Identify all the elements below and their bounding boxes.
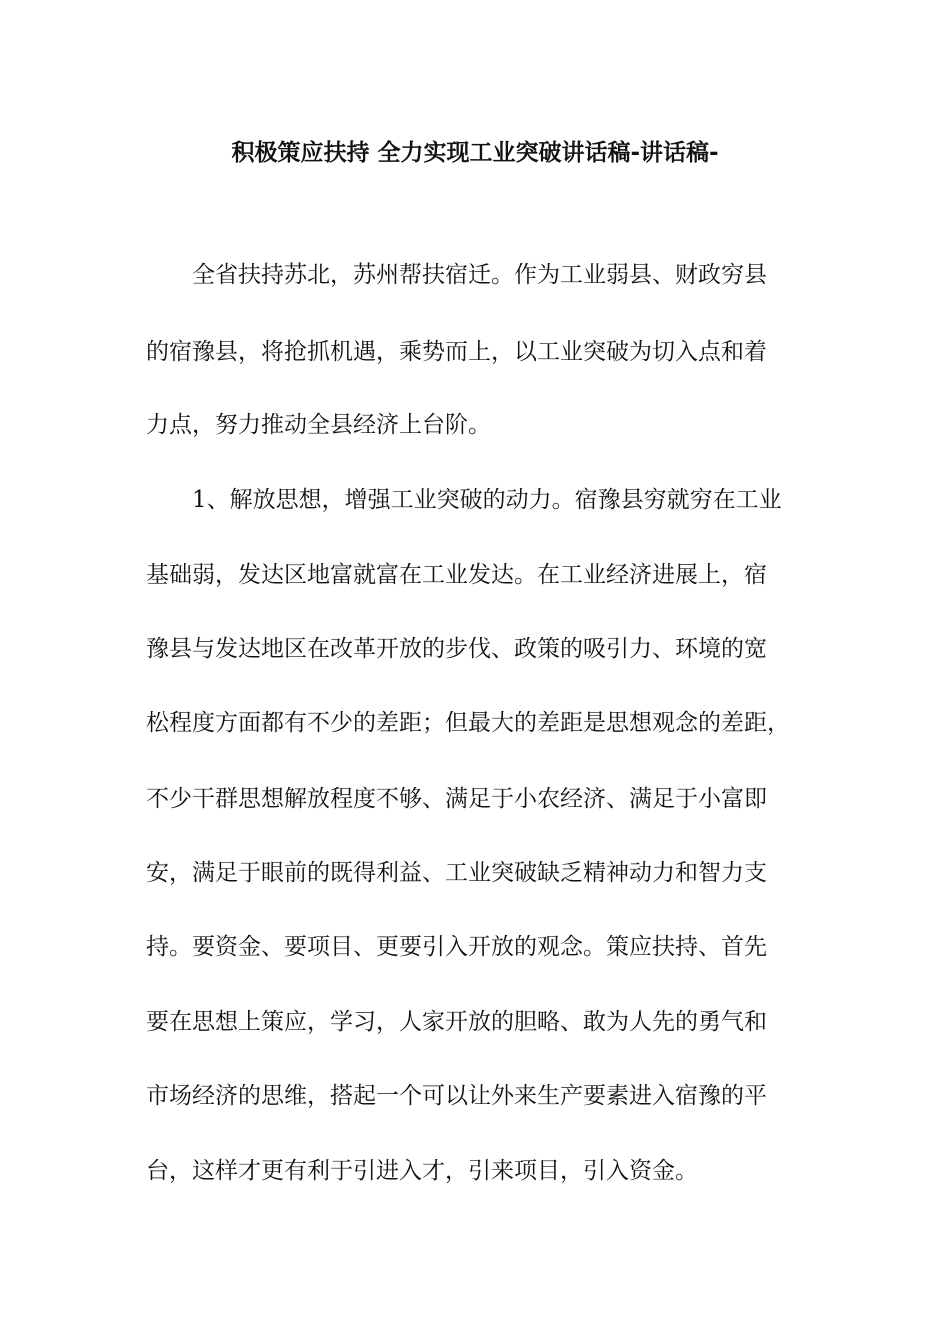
paragraph-2-line-8: 要在思想上策应，学习，人家开放的胆略、敢为人先的勇气和 — [146, 1009, 767, 1035]
paragraph-2-line-6: 安，满足于眼前的既得利益、工业突破缺乏精神动力和智力支 — [146, 860, 767, 886]
paragraph-2-line-9: 市场经济的思维，搭起一个可以让外来生产要素进入宿豫的平 — [146, 1083, 767, 1109]
paragraph-1-line-1: 全省扶持苏北，苏州帮扶宿迁。作为工业弱县、财政穷县 — [192, 262, 767, 288]
paragraph-1-line-3: 力点，努力推动全县经济上台阶。 — [146, 412, 491, 438]
paragraph-2-line-5: 不少干群思想解放程度不够、满足于小农经济、满足于小富即 — [146, 786, 767, 812]
paragraph-2-line-7: 持。要资金、要项目、更要引入开放的观念。策应扶持、首先 — [146, 934, 767, 960]
paragraph-2-line-4: 松程度方面都有不少的差距；但最大的差距是思想观念的差距， — [146, 710, 790, 736]
document-title: 积极策应扶持 全力实现工业突破讲话稿-讲话稿- — [231, 140, 719, 166]
paragraph-2-line-2: 基础弱，发达区地富就富在工业发达。在工业经济进展上，宿 — [146, 562, 767, 588]
paragraph-2-line-10: 台，这样才更有利于引进入才，引来项目，引入资金。 — [146, 1158, 698, 1184]
paragraph-2-line-1: 1、解放思想，增强工业突破的动力。宿豫县穷就穷在工业 — [192, 487, 782, 513]
paragraph-1-line-2: 的宿豫县，将抢抓机遇，乘势而上，以工业突破为切入点和着 — [146, 339, 767, 365]
paragraph-2-line-3: 豫县与发达地区在改革开放的步伐、政策的吸引力、环境的宽 — [146, 636, 767, 662]
